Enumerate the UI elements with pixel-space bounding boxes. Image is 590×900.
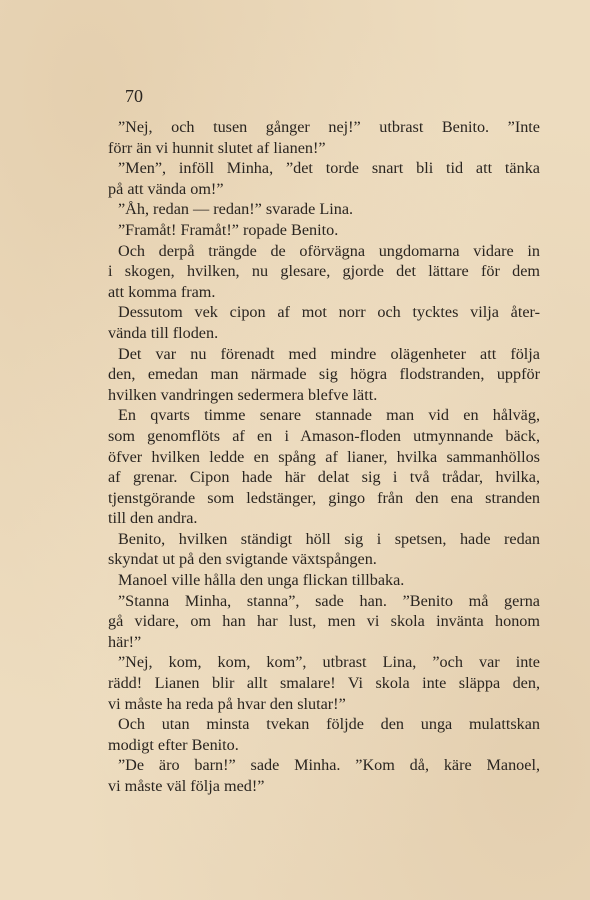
text-line: ”De äro barn!” sade Minha. ”Kom då, käre Manoel, — [118, 756, 540, 775]
body-text — [108, 117, 540, 797]
text-line: i skogen, hvilken, nu glesare, gjorde det lättare för dem — [108, 262, 540, 281]
text-line: ”Nej, och tusen gånger nej!” utbrast Benito. ”Inte — [118, 118, 540, 136]
text-line: Och utan minsta tvekan följde den unga mulattskan — [118, 715, 540, 734]
text-line: här!” — [108, 632, 142, 651]
text-line: att komma fram. — [108, 282, 216, 301]
text-line: den, emedan man närmade sig högra flodstranden, uppför — [108, 365, 540, 384]
text-line: hvilken vandringen sedermera blefve lätt. — [108, 385, 378, 404]
text-line: som genomflöts af en i Amason-floden utmynnande bäck, — [108, 426, 540, 445]
text-line: Det var nu förenadt med mindre olägenheter att följa — [118, 344, 540, 363]
text-line: vi måste väl följa med!” — [108, 777, 265, 795]
text-line: af grenar. Cipon hade här delat sig i två trådar, hvilka, — [108, 468, 540, 487]
text-line: Manoel ville hålla den unga flickan tillbaka. — [118, 571, 405, 590]
text-line: ”Framåt! Framåt!” ropade Benito. — [118, 220, 339, 239]
text-line: Dessutom vek cipon af mot norr och tycktes vilja åter- — [118, 303, 540, 322]
text-line: vi måste ha reda på hvar den slutar!” — [108, 694, 346, 713]
text-line: rädd! Lianen blir allt smalare! Vi skola inte släppa den, — [108, 674, 540, 693]
text-line: ”Stanna Minha, stanna”, sade han. ”Benito må gerna — [118, 591, 540, 610]
text-line: tjenstgörande som ledstänger, gingo från den ena stranden — [108, 488, 540, 507]
text-line: öfver hvilken ledde en spång af lianer, hvilka sammanhöllos — [108, 447, 540, 466]
text-line: modigt efter Benito. — [108, 735, 239, 754]
text-line: ”Men”, inföll Minha, ”det torde snart bli tid att tänka — [118, 159, 540, 178]
text-line: till den andra. — [108, 509, 198, 528]
text-line: ”Nej, kom, kom, kom”, utbrast Lina, ”och var inte — [118, 653, 540, 672]
text-line: på att vända om!” — [108, 179, 224, 198]
text-line: Och derpå trängde de oförvägna ungdomarna vidare in — [118, 241, 540, 260]
text-line: gå vidare, om han har lust, men vi skola invänta honom — [108, 612, 540, 631]
page-number: 70 — [125, 86, 143, 106]
text-line: En qvarts timme senare stannade man vid en hålväg, — [118, 406, 540, 425]
text-line: förr än vi hunnit slutet af lianen!” — [108, 138, 326, 157]
text-line: Benito, hvilken ständigt höll sig i spetsen, hade redan — [118, 529, 540, 548]
text-line: ”Åh, redan — redan!” svarade Lina. — [118, 200, 354, 219]
text-line: vända till floden. — [108, 323, 219, 342]
text-line: skyndat ut på den svigtande växtspången. — [108, 550, 377, 569]
